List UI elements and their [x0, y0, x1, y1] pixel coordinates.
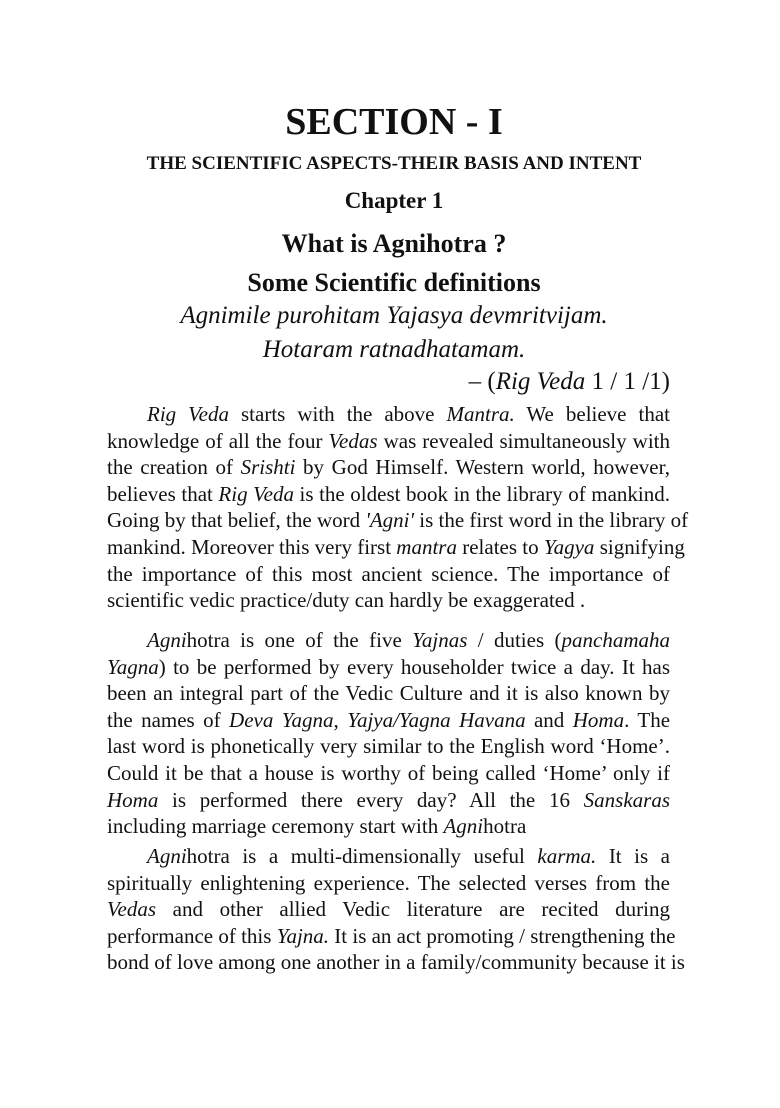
italic-text: karma. [537, 844, 597, 868]
italic-text: mantra [396, 534, 457, 559]
text-run: performance of this [107, 923, 277, 948]
italic-text: Yagna [107, 654, 159, 679]
text-run: , [333, 707, 348, 732]
text-line [107, 627, 670, 654]
italic-text: Agni [147, 628, 187, 652]
text-run: was revealed simultaneously with [377, 428, 670, 453]
italic-text: Yajna. [276, 923, 330, 948]
italic-text: Vedas [107, 897, 156, 922]
italic-text: Agni [443, 814, 484, 839]
chapter-title-line-2: Some Scientific definitions [247, 268, 541, 297]
text-line [107, 654, 670, 681]
chapter-heading: Chapter 1 [344, 188, 444, 213]
text-run: last word is phonetically very similar to the English word ‘Home’. [107, 734, 670, 759]
verse-line-2: Hotaram ratnadhatamam. [262, 336, 526, 363]
italic-text: Agni [147, 844, 187, 868]
section-subtitle: THE SCIENTIFIC ASPECTS-THEIR BASIS AND INTENT [146, 153, 642, 174]
text-line [107, 680, 670, 707]
text-run: knowledge of all the four [107, 428, 329, 453]
text-run: hotra is a multi-dimensionally useful [186, 844, 538, 868]
ref-prefix: – ( [468, 368, 496, 395]
text-run: / duties ( [467, 628, 562, 652]
text-run: is the first word in the library of [414, 508, 689, 533]
paragraph-3 [107, 843, 685, 976]
text-run: Could it be that a house is worthy of being called ‘Home’ only if [107, 760, 670, 785]
italic-text: Rig Veda [218, 481, 294, 506]
text-run: hotra is one of the five [186, 628, 413, 652]
italic-text: Rig Veda [147, 402, 229, 426]
text-run: We believe that [514, 402, 670, 426]
text-run: including marriage ceremony start with [107, 814, 444, 839]
italic-text: Sanskaras [583, 787, 670, 812]
text-line [107, 760, 670, 787]
text-run: and other allied Vedic literature are recited during [156, 897, 670, 922]
text-line [107, 733, 670, 760]
text-line [107, 870, 670, 897]
italic-text: Vedas [328, 428, 378, 453]
italic-text: 'Agni' [365, 508, 415, 533]
text-run: mankind. Moreover this very first [107, 534, 397, 559]
text-run: . The [624, 707, 671, 732]
text-run: ) to be performed by every householder twice a day. It has [158, 654, 670, 679]
ref-source: Rig Veda [495, 368, 586, 395]
paragraph-2 [107, 627, 670, 840]
text-run: by God Himself. Western world, however, [295, 455, 670, 480]
text-line [107, 923, 676, 950]
text-run: It is a [596, 844, 670, 868]
ref-number: 1 / 1 /1) [585, 368, 670, 395]
section-heading: SECTION - I [285, 101, 503, 143]
text-line [107, 707, 670, 734]
text-run: relates to [456, 534, 544, 559]
verse-line-1: Agnimile purohitam Yajasya devmritvijam. [180, 302, 608, 329]
text-run: the importance of this most ancient science. The importance of [107, 561, 670, 586]
text-line [107, 428, 670, 455]
text-run: hotra [483, 814, 527, 839]
text-run: scientific vedic practice/duty can hardly be exaggerated . [107, 588, 586, 613]
italic-text: Yajya/Yagna Havana [347, 707, 526, 732]
italic-text: Srishti [240, 455, 296, 480]
text-line [107, 949, 685, 976]
chapter-title-line-1: What is Agnihotra ? [281, 229, 507, 258]
text-line [107, 787, 670, 814]
text-line [107, 587, 670, 614]
text-run: It is an act promoting / strengthening the [329, 923, 676, 948]
text-run: the creation of [107, 455, 241, 480]
text-run: believes that [107, 481, 219, 506]
text-line [107, 454, 670, 481]
italic-text: Homa [107, 787, 159, 812]
italic-text: panchamaha [561, 628, 670, 652]
italic-text: Homa [572, 707, 625, 732]
italic-text: Mantra. [446, 402, 515, 426]
text-run: signifying [594, 534, 685, 559]
italic-text: Deva Yagna [229, 707, 334, 732]
text-run: the names of [107, 707, 230, 732]
text-line [107, 481, 670, 508]
text-line [107, 561, 670, 588]
text-line [107, 843, 670, 870]
text-run: and [525, 707, 573, 732]
text-run: is the oldest book in the library of mankind. [293, 481, 671, 506]
italic-text: Yagya [543, 534, 595, 559]
text-run: been an integral part of the Vedic Culture and it is also known by [107, 681, 670, 706]
text-line [107, 401, 670, 428]
text-run: is performed there every day? All the 16 [158, 787, 584, 812]
text-run: spiritually enlightening experience. The selected verses from the [107, 870, 670, 895]
verse-reference [469, 368, 670, 396]
text-line [107, 813, 670, 840]
text-run: starts with the above [229, 402, 447, 426]
text-run: bond of love among one another in a family/community because it is [107, 950, 685, 975]
text-run: Going by that belief, the word [107, 508, 366, 533]
italic-text: Yajnas [412, 628, 468, 652]
text-line [107, 507, 689, 534]
text-line [107, 896, 670, 923]
text-line [107, 534, 685, 561]
paragraph-1 [107, 401, 689, 614]
